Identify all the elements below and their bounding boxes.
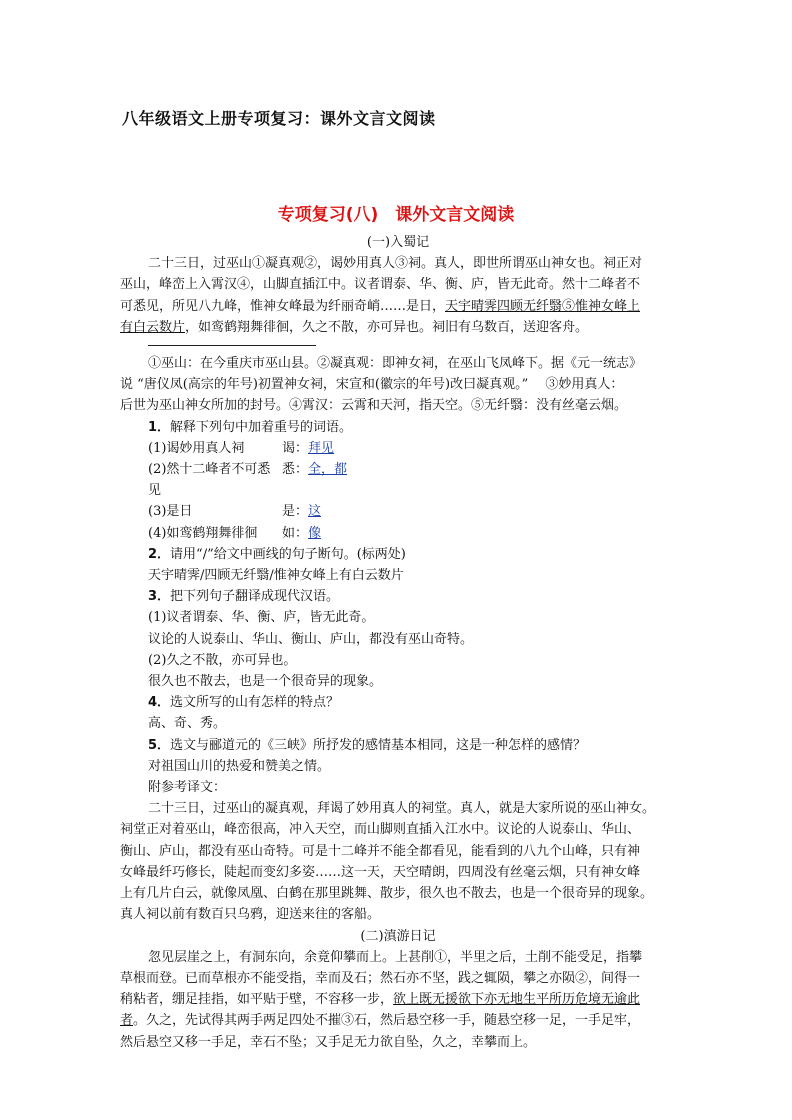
footnote-line: 后世为巫山神女所加的封号。④霄汉：云霄和天河，指天空。⑤无纤翳：没有丝毫云烟。 (120, 398, 628, 414)
document-body (120, 232, 676, 1053)
footnote-line: ①巫山：在今重庆市巫山县。②凝真观：即神女祠，在巫山飞凤峰下。据《元一统志》 (148, 356, 643, 372)
passage-heading: (二)滇游日记 (360, 928, 436, 944)
section-title: 专项复习(八) 课外文言文阅读 (277, 205, 515, 225)
question-1: 1．解释下列句中加着重号的词语。 (148, 419, 353, 435)
question-3: 3．把下列句子翻译成现代汉语。 (148, 589, 340, 605)
translation-line: 衡山、庐山，都没有巫山奇特。可是十二峰并不能全都看见，能看到的八九个山峰，只有神 (120, 843, 641, 859)
passage-line: 然后悬空又移一手足，幸石不坠；又手足无力欲自坠，久之，幸攀而上。 (120, 1034, 537, 1050)
translation-line: 二十三日，过巫山的凝真观，拜谒了妙用真人的祠堂。真人，就是大家所说的巫山神女。 (148, 801, 656, 817)
passage-line: 忽见层崖之上，有洞东向，余竟仰攀而上。上甚削①，半里之后，土削不能受足，指攀 (148, 949, 643, 965)
question-1-item: (1)谒妙用真人祠 谒：拜见 (148, 440, 335, 456)
underlined-sentence: 天宇晴霁四顾无纤翳⑤惟神女峰上 (445, 298, 641, 314)
answer-text: 天宇晴霁/四顾无纤翳/惟神女峰上有白云数片 (148, 568, 404, 584)
translation-line: 真人祠以前有数百只乌鸦，迎送来往的客船。 (120, 907, 381, 923)
translation-line: 上有几片白云，就像凤凰、白鹤在那里跳舞、散步，很久也不散去，也是一个很奇异的现象。 (120, 886, 654, 902)
answer-text: 很久也不散去，也是一个很奇异的现象。 (148, 674, 383, 690)
footnote-line: 说 “唐仪凤(高宗的年号)初置神女祠，宋宣和(徽宗的年号)改曰凝真观。” ③妙用真人： (120, 377, 624, 393)
answer-text: 议论的人说泰山、华山、衡山、庐山，都没有巫山奇特。 (148, 631, 474, 647)
answer-text: 拜见 (308, 440, 335, 456)
translation-line: 女峰最纤巧修长，陡起而变幻多姿……这一天，天空晴朗，四周没有丝毫云烟，只有神女峰 (120, 864, 641, 880)
passage-line: 稍粘者，绷足挂指，如平贴于壁，不容移一步，欲上既无援欲下亦无地生平所历危境无逾此 (120, 992, 641, 1008)
question-1-item: (2)然十二峰者不可悉见 悉：全，都 (148, 462, 348, 499)
reference-label: 附参考译文： (148, 780, 227, 796)
passage-line: 者。久之，先试得其两手两足四处不摧③石，然后悬空移一手，随悬空移一足，一手足牢， (120, 1013, 641, 1029)
passage-line: 草根而登。已而草根亦不能受指，幸而及石；然石亦不坚，践之辄陨，攀之亦陨②，间得一 (120, 970, 641, 986)
underlined-sentence: 欲上既无援欲下亦无地生平所历危境无逾此 (393, 992, 641, 1008)
translation-line: 祠堂正对着巫山，峰峦很高，冲入天空，而山脚则直插入江水中。议论的人说泰山、华山、 (120, 822, 641, 838)
question-4: 4．选文所写的山有怎样的特点？ (148, 695, 340, 711)
passage-line: 巫山，峰峦上入霄汉④，山脚直插江中。议者谓泰、华、衡、庐，皆无此奇。然十二峰者不 (120, 277, 641, 293)
answer-text: 像 (308, 525, 322, 541)
footnote-divider (148, 345, 316, 346)
question-1-item: (3)是日 是：这 (148, 504, 322, 520)
question-5: 5．选文与郦道元的《三峡》所抒发的感情基本相同，这是一种怎样的感情？ (148, 737, 587, 753)
answer-text: 高、奇、秀。 (148, 716, 227, 732)
question-3-sentence: (1)议者谓泰、华、衡、庐，皆无此奇。 (148, 610, 375, 626)
passage-line: 二十三日，过巫山①凝真观②，谒妙用真人③祠。真人，即世所谓巫山神女也。祠正对 (148, 256, 643, 272)
document-title: 八年级语文上册专项复习：课外文言文阅读 (122, 109, 436, 128)
question-1-item: (4)如鸾鹤翔舞徘徊 如：像 (148, 525, 322, 541)
passage-line: 可悉见，所见八九峰，惟神女峰最为纤丽奇峭……是日，天宇晴霁四顾无纤翳⑤惟神女峰上 (120, 298, 641, 314)
passage-heading: (一)入蜀记 (366, 235, 430, 250)
question-2: 2．请用“/”给文中画线的句子断句。(标两处) (148, 546, 406, 562)
question-3-sentence: (2)久之不散，亦可异也。 (148, 652, 297, 668)
underlined-sentence: 有白云数片 (120, 319, 186, 335)
underlined-sentence: 者 (120, 1013, 134, 1029)
answer-text: 这 (308, 504, 322, 520)
answer-text: 全，都 (308, 462, 348, 478)
passage-line: 有白云数片，如鸾鹤翔舞徘徊，久之不散，亦可异也。祠旧有乌数百，送迎客舟。 (120, 319, 589, 335)
answer-text: 对祖国山川的热爱和赞美之情。 (148, 758, 331, 774)
